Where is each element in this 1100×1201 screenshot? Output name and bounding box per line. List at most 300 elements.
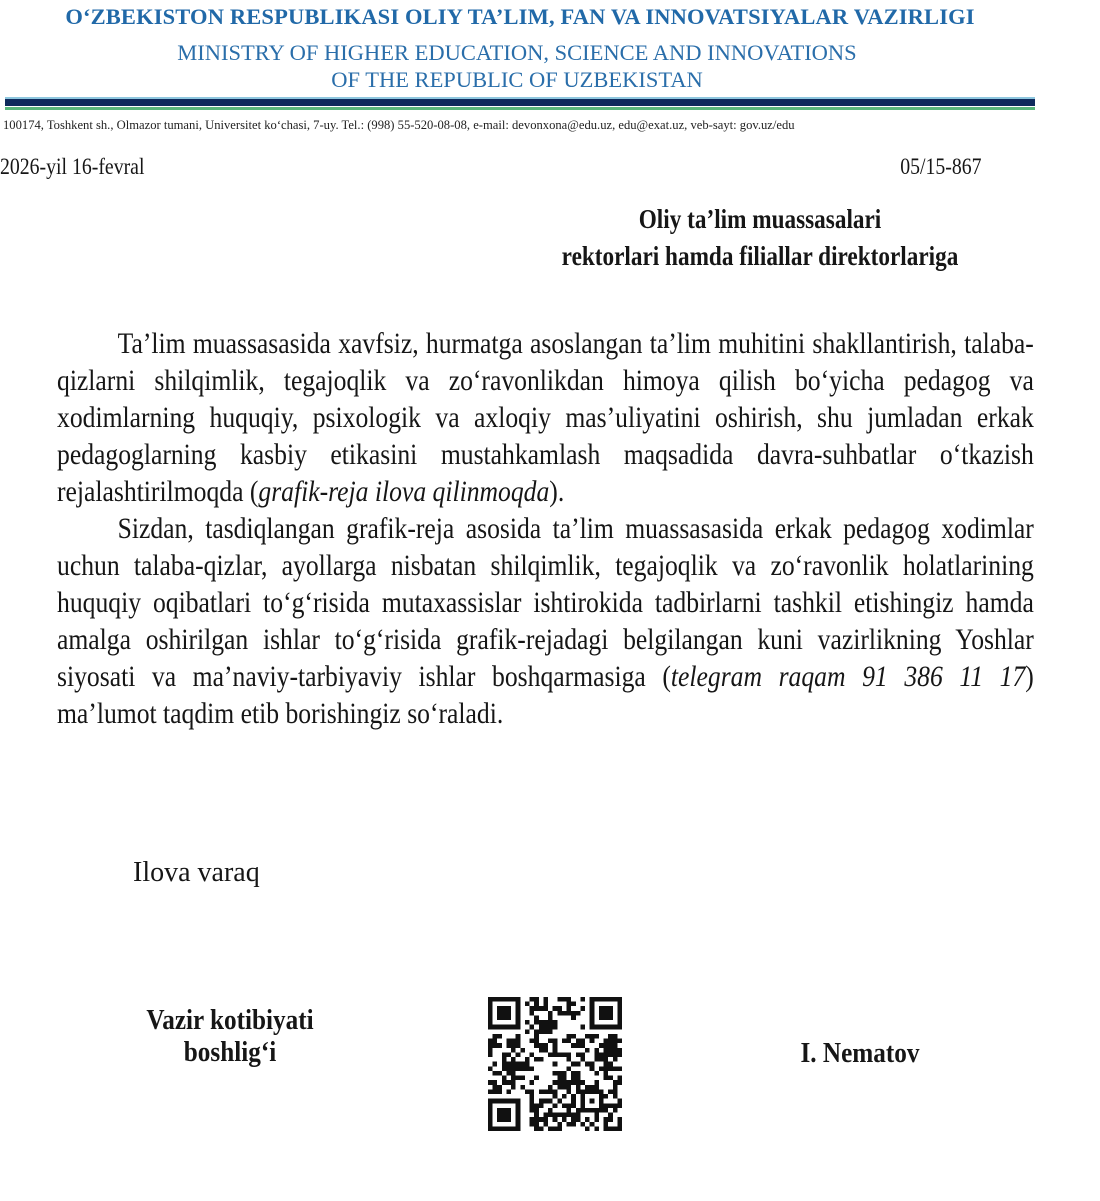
qr-module (553, 1062, 558, 1067)
qr-module (525, 1020, 530, 1025)
qr-module (594, 1080, 599, 1085)
qr-module (497, 1034, 502, 1039)
qr-module (543, 1002, 548, 1007)
qr-module (604, 1052, 609, 1057)
qr-module (617, 997, 622, 1002)
qr-module (608, 1015, 613, 1020)
qr-module (617, 1002, 622, 1007)
qr-module (497, 1099, 502, 1104)
qr-module (497, 1043, 502, 1048)
qr-module (493, 1126, 498, 1131)
qr-module (543, 1113, 548, 1118)
qr-module (617, 1099, 622, 1104)
qr-module (562, 1094, 567, 1099)
qr-module (617, 1066, 622, 1071)
qr-module (497, 1108, 502, 1113)
qr-module (599, 1043, 604, 1048)
qr-module (506, 1108, 511, 1113)
qr-module (506, 1066, 511, 1071)
qr-module (534, 1113, 539, 1118)
qr-module (548, 1113, 553, 1118)
qr-module (553, 1048, 558, 1053)
qr-module (493, 1034, 498, 1039)
qr-module (488, 1020, 493, 1025)
qr-module (557, 1076, 562, 1081)
qr-module (562, 1071, 567, 1076)
qr-module (576, 1117, 581, 1122)
qr-module (604, 1039, 609, 1044)
qr-module (553, 1094, 558, 1099)
qr-module (511, 1057, 516, 1062)
qr-module (590, 1066, 595, 1071)
qr-module (530, 1103, 535, 1108)
qr-module (530, 1080, 535, 1085)
addressee-line1: Oliy ta’lim muassasalari (638, 204, 882, 234)
qr-module (613, 1043, 618, 1048)
qr-module (576, 1071, 581, 1076)
qr-module (511, 1085, 516, 1090)
qr-module (571, 1071, 576, 1076)
qr-module (534, 1057, 539, 1062)
qr-module (539, 1126, 544, 1131)
qr-module (608, 1048, 613, 1053)
qr-module (548, 1108, 553, 1113)
qr-module (580, 1006, 585, 1011)
qr-module (530, 997, 535, 1002)
qr-module (548, 1020, 553, 1025)
qr-module (571, 1113, 576, 1118)
qr-module (488, 1117, 493, 1122)
qr-module (585, 1062, 590, 1067)
qr-module (567, 1089, 572, 1094)
qr-module (613, 1025, 618, 1030)
qr-module (594, 1089, 599, 1094)
qr-module (502, 1076, 507, 1081)
qr-module (497, 1071, 502, 1076)
qr-module (594, 1117, 599, 1122)
qr-module (604, 1048, 609, 1053)
qr-module (506, 1011, 511, 1016)
signatory-position-line1: Vazir kotibiyati (146, 1005, 314, 1036)
qr-module (557, 1011, 562, 1016)
qr-code-graphic (488, 997, 622, 1131)
qr-module (497, 1025, 502, 1030)
qr-module (580, 1080, 585, 1085)
qr-module (520, 1085, 525, 1090)
qr-module (562, 1080, 567, 1085)
qr-module (502, 1011, 507, 1016)
qr-module (516, 1076, 521, 1081)
qr-module (502, 1113, 507, 1118)
qr-module (493, 1039, 498, 1044)
qr-module (617, 1011, 622, 1016)
document-reference-number: 05/15-867 (900, 154, 982, 179)
qr-module (530, 1006, 535, 1011)
qr-module (497, 1006, 502, 1011)
qr-module (567, 1066, 572, 1071)
qr-module (608, 1034, 613, 1039)
qr-module (525, 1002, 530, 1007)
qr-module (562, 1103, 567, 1108)
qr-module (567, 1002, 572, 1007)
qr-module (599, 1066, 604, 1071)
qr-module (599, 1011, 604, 1016)
qr-module (543, 1025, 548, 1030)
qr-module (539, 1057, 544, 1062)
qr-module (580, 1052, 585, 1057)
qr-module (608, 1062, 613, 1067)
qr-module (567, 1039, 572, 1044)
qr-module (534, 1126, 539, 1131)
qr-module (543, 1006, 548, 1011)
qr-module (580, 1122, 585, 1127)
qr-module (608, 1025, 613, 1030)
qr-module (571, 1002, 576, 1007)
qr-module (534, 1076, 539, 1081)
qr-module (553, 1071, 558, 1076)
qr-module (585, 1117, 590, 1122)
qr-module (576, 1108, 581, 1113)
qr-module (497, 997, 502, 1002)
qr-module (534, 1039, 539, 1044)
qr-module (516, 1062, 521, 1067)
qr-module (590, 1025, 595, 1030)
qr-module (511, 1043, 516, 1048)
qr-module (497, 1011, 502, 1016)
qr-module (580, 1039, 585, 1044)
qr-module (576, 1039, 581, 1044)
qr-module (506, 997, 511, 1002)
qr-module (617, 1048, 622, 1053)
qr-module (543, 1089, 548, 1094)
qr-module (520, 1062, 525, 1067)
qr-module (539, 1020, 544, 1025)
qr-module (516, 1066, 521, 1071)
qr-module (562, 1117, 567, 1122)
qr-module (590, 997, 595, 1002)
qr-module (567, 1052, 572, 1057)
qr-module (511, 1039, 516, 1044)
qr-module (506, 1039, 511, 1044)
qr-module (557, 1052, 562, 1057)
qr-module (497, 1113, 502, 1118)
qr-module (511, 997, 516, 1002)
qr-module (548, 1039, 553, 1044)
qr-module (493, 1071, 498, 1076)
qr-module (604, 1076, 609, 1081)
qr-module (539, 1025, 544, 1030)
qr-module (562, 1039, 567, 1044)
qr-module (557, 1085, 562, 1090)
qr-module (613, 1085, 618, 1090)
qr-module (594, 1085, 599, 1090)
qr-module (617, 1126, 622, 1131)
qr-module (493, 1089, 498, 1094)
qr-module (506, 1015, 511, 1020)
qr-module (571, 1011, 576, 1016)
qr-module (571, 1103, 576, 1108)
qr-module (520, 1048, 525, 1053)
qr-module (590, 1039, 595, 1044)
qr-module (571, 1099, 576, 1104)
qr-module (576, 1076, 581, 1081)
qr-module (506, 1025, 511, 1030)
qr-module (567, 1122, 572, 1127)
qr-module (553, 1043, 558, 1048)
qr-module (493, 997, 498, 1002)
qr-module (493, 1062, 498, 1067)
qr-module (511, 1099, 516, 1104)
qr-module (530, 1108, 535, 1113)
qr-module (525, 1029, 530, 1034)
qr-module (539, 1089, 544, 1094)
qr-module (516, 1103, 521, 1108)
qr-module (571, 1076, 576, 1081)
qr-module (604, 997, 609, 1002)
qr-module (525, 1062, 530, 1067)
qr-module (562, 1113, 567, 1118)
qr-module (576, 1113, 581, 1118)
qr-module (613, 1108, 618, 1113)
qr-module (506, 1043, 511, 1048)
qr-module (511, 1080, 516, 1085)
qr-module (613, 1048, 618, 1053)
paragraph-1-tail: ). (549, 476, 565, 508)
qr-module (502, 1117, 507, 1122)
addressee (490, 201, 1030, 275)
paragraph-2-text: Sizdan, tasdiqlangan grafik-reja asosida ta’lim muassasasida erkak pedagog xodimlar uchun talaba-qizlar, ayollarga nisbatan shilqimlik, tegajoqlik va zo‘ravonlik holatlarining huquqiy oqibatlari to‘g‘risida mutaxassislar ishtirokida tadbirlarni tashkil etishingiz hamda amalga oshirilgan ishlar to‘g‘risida grafik-rejadagi belgilangan kuni vazirlikning Yoshlar siyosati va ma’naviy-tarbiyaviy ishlar boshqarmasiga ( (57, 513, 1034, 693)
qr-module (543, 1043, 548, 1048)
qr-module (516, 1108, 521, 1113)
qr-module (530, 1025, 535, 1030)
qr-module (608, 1103, 613, 1108)
qr-module (502, 1080, 507, 1085)
qr-module (539, 1006, 544, 1011)
qr-module (488, 1039, 493, 1044)
qr-module (493, 1080, 498, 1085)
qr-module (553, 1039, 558, 1044)
qr-module (543, 1020, 548, 1025)
qr-module (608, 997, 613, 1002)
qr-module (530, 1039, 535, 1044)
qr-module (590, 1108, 595, 1113)
qr-module (617, 1080, 622, 1085)
qr-module (580, 1094, 585, 1099)
qr-module (585, 1108, 590, 1113)
qr-code-icon (488, 997, 622, 1131)
qr-module (502, 997, 507, 1002)
qr-module (557, 1006, 562, 1011)
qr-module (488, 1108, 493, 1113)
qr-module (576, 1089, 581, 1094)
qr-module (599, 1089, 604, 1094)
qr-module (617, 1052, 622, 1057)
qr-module (571, 1043, 576, 1048)
document-date: 2026-yil 16-fevral (0, 154, 145, 179)
qr-module (493, 1085, 498, 1090)
qr-module (613, 997, 618, 1002)
qr-module (553, 1113, 558, 1118)
qr-module (562, 1085, 567, 1090)
qr-module (571, 1094, 576, 1099)
qr-module (580, 1043, 585, 1048)
qr-module (604, 1122, 609, 1127)
qr-module (613, 1066, 618, 1071)
qr-module (534, 1002, 539, 1007)
qr-module (617, 1122, 622, 1127)
qr-module (590, 1011, 595, 1016)
qr-module (516, 1117, 521, 1122)
qr-module (580, 1025, 585, 1030)
qr-module (534, 1034, 539, 1039)
qr-module (539, 1117, 544, 1122)
letterhead-address: 100174, Toshkent sh., Olmazor tumani, Universitet ko‘chasi, 7-uy. Tel.: (998) 55-520-08-08, e-mail: devonxona@edu.uz, edu@exat.uz, veb-sayt: gov.uz/edu (3, 118, 795, 132)
qr-module (617, 1103, 622, 1108)
qr-module (617, 1039, 622, 1044)
qr-module (604, 1117, 609, 1122)
qr-module (590, 1099, 595, 1104)
qr-module (594, 997, 599, 1002)
qr-module (520, 1076, 525, 1081)
signatory-name: I. Nematov (800, 1038, 920, 1069)
qr-module (488, 997, 493, 1002)
qr-module (534, 1029, 539, 1034)
qr-module (617, 1117, 622, 1122)
qr-module (557, 1122, 562, 1127)
qr-module (557, 1126, 562, 1131)
qr-module (608, 1052, 613, 1057)
qr-module (580, 1057, 585, 1062)
qr-module (502, 1099, 507, 1104)
qr-module (511, 1071, 516, 1076)
qr-module (511, 1025, 516, 1030)
qr-module (488, 1080, 493, 1085)
qr-module (617, 1006, 622, 1011)
qr-module (497, 1085, 502, 1090)
qr-module (488, 1126, 493, 1131)
qr-module (539, 1099, 544, 1104)
qr-module (557, 1080, 562, 1085)
qr-module (516, 1122, 521, 1127)
qr-module (599, 1057, 604, 1062)
qr-module (525, 1066, 530, 1071)
qr-module (613, 1126, 618, 1131)
qr-module (548, 1015, 553, 1020)
letterhead-rule-bottom (5, 107, 1035, 110)
qr-module (534, 1117, 539, 1122)
qr-module (608, 1117, 613, 1122)
qr-module (580, 1099, 585, 1104)
qr-module (530, 1122, 535, 1127)
qr-module (543, 1029, 548, 1034)
qr-module (525, 1057, 530, 1062)
qr-module (506, 1126, 511, 1131)
qr-module (562, 1011, 567, 1016)
qr-module (557, 997, 562, 1002)
qr-module (604, 1126, 609, 1131)
qr-module (502, 1057, 507, 1062)
qr-module (613, 1052, 618, 1057)
qr-module (594, 1034, 599, 1039)
qr-module (604, 1103, 609, 1108)
qr-module (516, 1113, 521, 1118)
ministry-name-uz: O‘ZBEKISTON RESPUBLIKASI OLIY TA’LIM, FAN VA INNOVATSIYALAR VAZIRLIGI (65, 4, 975, 29)
qr-module (613, 1089, 618, 1094)
qr-module (516, 1002, 521, 1007)
qr-module (617, 1015, 622, 1020)
qr-module (557, 1113, 562, 1118)
qr-module (553, 1006, 558, 1011)
qr-module (557, 1071, 562, 1076)
qr-module (543, 1117, 548, 1122)
qr-module (599, 997, 604, 1002)
qr-module (497, 1126, 502, 1131)
qr-module (516, 1039, 521, 1044)
qr-module (604, 1057, 609, 1062)
qr-module (516, 1020, 521, 1025)
qr-module (534, 1006, 539, 1011)
qr-module (567, 1034, 572, 1039)
qr-module (516, 1034, 521, 1039)
qr-module (594, 1052, 599, 1057)
qr-module (599, 1099, 604, 1104)
qr-module (534, 1103, 539, 1108)
qr-module (594, 1057, 599, 1062)
qr-module (604, 1094, 609, 1099)
qr-module (534, 997, 539, 1002)
qr-module (562, 1052, 567, 1057)
qr-module (543, 1122, 548, 1127)
qr-module (488, 1002, 493, 1007)
qr-module (516, 1099, 521, 1104)
qr-module (488, 1052, 493, 1057)
qr-module (548, 1025, 553, 1030)
qr-module (516, 1126, 521, 1131)
paragraph-2-tail: ) ma’lumot taqdim etib borishingiz so‘raladi. (57, 661, 1034, 730)
qr-module (613, 1039, 618, 1044)
qr-module (525, 1089, 530, 1094)
qr-module (539, 1103, 544, 1108)
qr-module (548, 1052, 553, 1057)
qr-module (502, 1025, 507, 1030)
qr-module (599, 1108, 604, 1113)
qr-module (576, 1080, 581, 1085)
qr-module (488, 1006, 493, 1011)
qr-module (506, 1117, 511, 1122)
qr-module (562, 997, 567, 1002)
qr-module (590, 1062, 595, 1067)
qr-module (548, 1029, 553, 1034)
qr-module (534, 1020, 539, 1025)
ministry-name-en-line1: MINISTRY OF HIGHER EDUCATION, SCIENCE AND INNOVATIONS (177, 40, 857, 65)
qr-module (567, 1006, 572, 1011)
qr-module (585, 1048, 590, 1053)
qr-module (590, 1085, 595, 1090)
qr-module (511, 1048, 516, 1053)
qr-module (530, 1099, 535, 1104)
qr-module (493, 1099, 498, 1104)
qr-module (617, 1076, 622, 1081)
qr-module (576, 1085, 581, 1090)
qr-module (604, 1043, 609, 1048)
qr-module (608, 1043, 613, 1048)
qr-module (502, 1015, 507, 1020)
qr-module (506, 1099, 511, 1104)
qr-module (604, 1108, 609, 1113)
signatory-position-line2: boshlig‘i (183, 1037, 277, 1068)
qr-module (608, 1089, 613, 1094)
qr-module (543, 1048, 548, 1053)
